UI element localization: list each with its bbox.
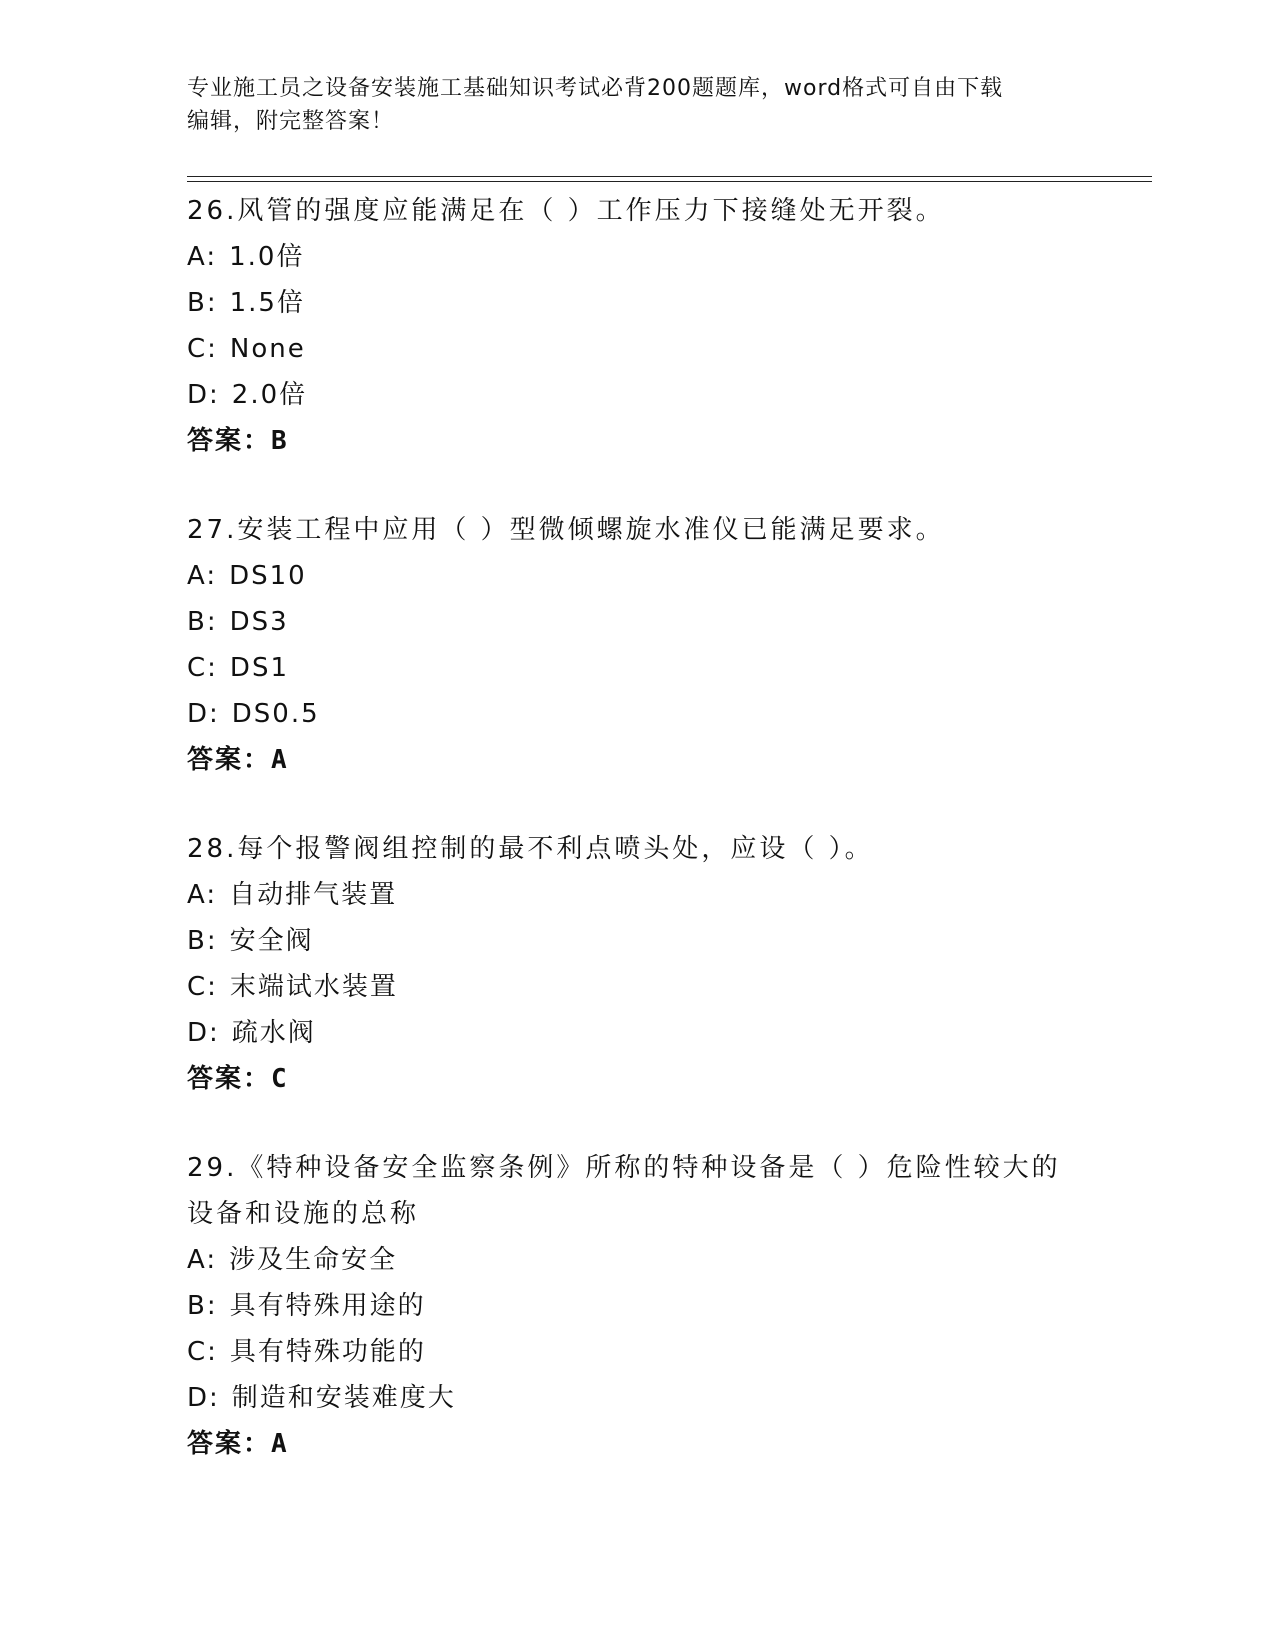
question-28: [187, 826, 1087, 1102]
question-text: [187, 1145, 1087, 1237]
option-letter: B:: [187, 926, 218, 956]
question-29: [187, 1145, 1087, 1467]
option-letter: B:: [187, 288, 218, 318]
option-b: [187, 1283, 1087, 1329]
option-letter: C:: [187, 972, 218, 1002]
question-stem: 《特种设备安全监察条例》所称的特种设备是（ ）危险性较大的设备和设施的总称: [187, 1153, 1061, 1229]
option-value: DS1: [229, 653, 289, 683]
question-number: 28.: [187, 834, 238, 864]
answer-label: 答案：: [187, 745, 272, 775]
option-value: 末端试水装置: [229, 972, 398, 1002]
question-text: [187, 507, 1087, 553]
option-letter: C:: [187, 653, 218, 683]
question-26: [187, 188, 1087, 464]
option-b: [187, 280, 1087, 326]
option-a: [187, 553, 1087, 599]
answer-line: [187, 1056, 1087, 1102]
question-number: 26.: [187, 196, 238, 226]
answer-line: [187, 737, 1087, 783]
option-letter: A:: [187, 880, 218, 910]
option-b: [187, 599, 1087, 645]
option-value: 1.0倍: [229, 242, 305, 272]
option-a: [187, 1237, 1087, 1283]
option-value: DS0.5: [231, 699, 320, 729]
option-value: 2.0倍: [231, 380, 308, 410]
header-divider-top: [187, 176, 1152, 177]
option-letter: C:: [187, 334, 218, 364]
question-number: 27.: [187, 515, 238, 545]
option-c: [187, 645, 1087, 691]
document-header: [187, 72, 1067, 138]
option-value: DS10: [229, 561, 307, 591]
option-value: 具有特殊用途的: [229, 1291, 426, 1321]
option-letter: A:: [187, 561, 218, 591]
header-line-2: 编辑，附完整答案！: [187, 109, 395, 134]
answer-label: 答案：: [187, 426, 272, 456]
option-value: 1.5倍: [229, 288, 305, 318]
option-a: [187, 872, 1087, 918]
option-letter: D:: [187, 1018, 220, 1048]
option-value: 自动排气装置: [229, 880, 398, 910]
answer-value: A: [271, 745, 289, 775]
question-27: [187, 507, 1087, 783]
question-number: 29.: [187, 1153, 238, 1183]
option-letter: D:: [187, 699, 220, 729]
option-value: 涉及生命安全: [229, 1245, 398, 1275]
answer-label: 答案：: [187, 1429, 272, 1459]
question-text: [187, 188, 1087, 234]
answer-value: A: [271, 1429, 289, 1459]
option-d: [187, 1010, 1087, 1056]
option-letter: D:: [187, 380, 220, 410]
question-stem: 每个报警阀组控制的最不利点喷头处，应设（ ）。: [237, 834, 874, 864]
answer-line: [187, 418, 1087, 464]
option-d: [187, 1375, 1087, 1421]
option-value: 疏水阀: [231, 1018, 316, 1048]
answer-value: C: [271, 1064, 289, 1094]
option-value: 安全阀: [229, 926, 314, 956]
option-c: [187, 964, 1087, 1010]
option-c: [187, 1329, 1087, 1375]
question-stem: 安装工程中应用（ ）型微倾螺旋水准仪已能满足要求。: [237, 515, 945, 545]
option-a: [187, 234, 1087, 280]
option-letter: C:: [187, 1337, 218, 1367]
option-letter: B:: [187, 607, 218, 637]
answer-label: 答案：: [187, 1064, 272, 1094]
question-stem: 风管的强度应能满足在（ ）工作压力下接缝处无开裂。: [237, 196, 945, 226]
option-value: 制造和安装难度大: [231, 1383, 456, 1413]
option-value: DS3: [229, 607, 289, 637]
header-line-1: 专业施工员之设备安装施工基础知识考试必背200题题库，word格式可自由下载: [187, 76, 1004, 101]
answer-value: B: [271, 426, 289, 456]
option-letter: A:: [187, 1245, 218, 1275]
question-text: [187, 826, 1087, 872]
option-value: None: [229, 334, 306, 364]
option-d: [187, 691, 1087, 737]
option-letter: B:: [187, 1291, 218, 1321]
answer-line: [187, 1421, 1087, 1467]
option-letter: A:: [187, 242, 218, 272]
option-b: [187, 918, 1087, 964]
option-d: [187, 372, 1087, 418]
option-letter: D:: [187, 1383, 220, 1413]
header-divider-bottom: [187, 181, 1152, 182]
option-c: [187, 326, 1087, 372]
option-value: 具有特殊功能的: [229, 1337, 426, 1367]
